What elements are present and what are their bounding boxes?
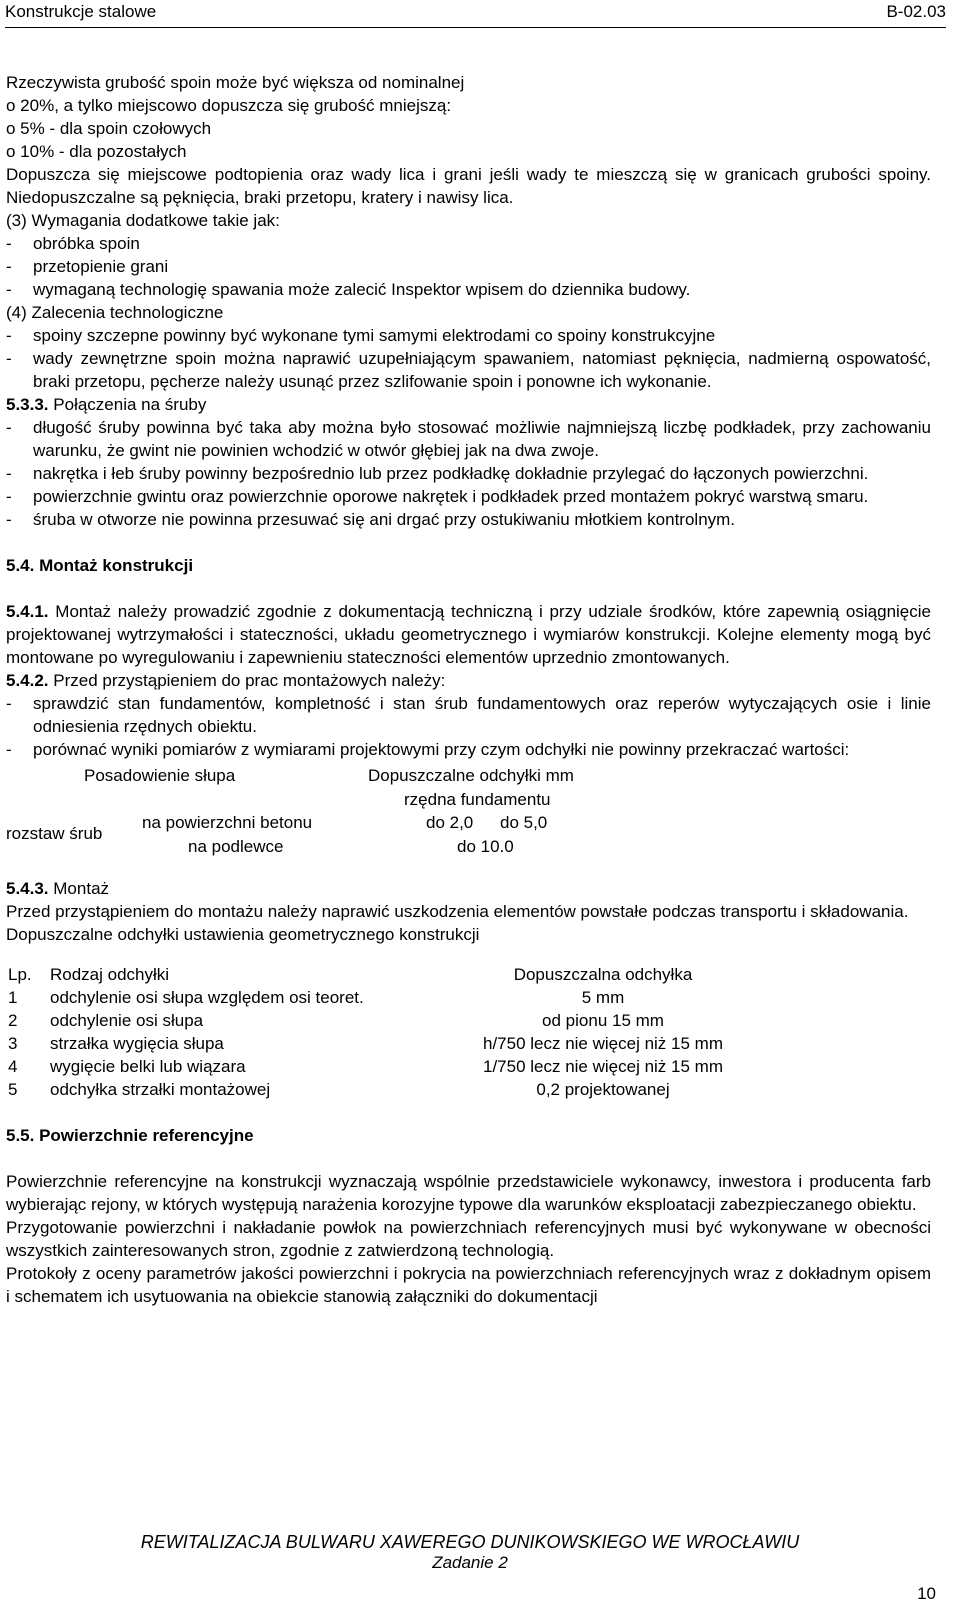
tolerance-col2-header: Dopuszczalne odchyłki mm xyxy=(368,766,574,785)
intro-line: o 10% - dla pozostałych xyxy=(6,142,187,161)
tolerance-row-label: rozstaw śrub xyxy=(6,824,103,843)
deviation-table xyxy=(6,963,931,1101)
list-item: - przetopienie grani xyxy=(6,257,169,276)
list-item: - obróbka spoin xyxy=(6,234,140,253)
table-row: 2 odchylenie osi słupa od pionu 15 mm xyxy=(8,1011,664,1030)
page-header xyxy=(5,0,946,28)
intro-line: Rzeczywista grubość spoin może być większa od nominalnej xyxy=(6,73,465,92)
paragraph-ref3: Protokoły z oceny parametrów jakości powierzchni i pokrycia na powierzchniach referencyjnych wraz z dokładnym opisem i schematem ich usytuowania na obiekcie stanowią załączniki do dokumentacji xyxy=(6,1264,931,1306)
tolerance-r2-v1: do 10.0 xyxy=(457,837,514,856)
table-row: 4 wygięcie belki lub wiązara 1/750 lecz nie więcej niż 15 mm xyxy=(8,1057,723,1076)
tolerance-r2-label: na podlewce xyxy=(188,837,284,856)
list-item: - nakrętka i łeb śruby powinny bezpośrednio lub przez podkładkę dokładnie przylegać do łączonych powierzchni. xyxy=(6,464,869,483)
document-body xyxy=(6,71,931,1308)
deviation-table-title: Dopuszczalne odchyłki ustawienia geometrycznego konstrukcji xyxy=(6,925,480,944)
list-item: - długość śruby powinna być taka aby można było stosować możliwie najmniejszą liczbę podkładek, przy zachowaniu warunku, że gwint nie powinien wchodzić w otwór głębiej jak na dwa zwoje. xyxy=(6,418,931,460)
tolerance-r1-v1: do 2,0 xyxy=(426,813,474,832)
footer-task: Zadanie 2 xyxy=(432,1553,508,1572)
list-item: - sprawdzić stan fundamentów, kompletność i stan śrub fundamentowych oraz reperów wytyczających osie i linie odniesienia rzędnych obiektu. xyxy=(6,694,931,736)
tolerance-col2-sub: rzędna fundamentu xyxy=(404,790,551,809)
paragraph-ref2: Przygotowanie powierzchni i nakładanie powłok na powierzchniach referencyjnych musi być wykonywane w obecności wszystkich zainteresowanych stron, zgodnie z zatwierdzoną technologią. xyxy=(6,1218,931,1260)
section-5-4-1: 5.4.1. Montaż należy prowadzić zgodnie z dokumentacją techniczną i przy udziale środków, które zapewnią osiągnięcie projektowanej wytrzymałości i stateczności, układu geometrycznego i wymiarów konstrukcji. Kolejne elementy mogą być montowane po wyregulowaniu i zapewnieniu stateczności elementów uprzednio zmontowanych. xyxy=(6,602,931,667)
section-5-5-heading: 5.5. Powierzchnie referencyjne xyxy=(6,1126,254,1145)
section-5-3-3-heading: 5.3.3. Połączenia na śruby xyxy=(6,395,207,414)
list-item: - porównać wyniki pomiarów z wymiarami projektowymi przy czym odchyłki nie powinny przekraczać wartości: xyxy=(6,740,850,759)
req4-title: (4) Zalecenia technologiczne xyxy=(6,303,224,322)
intro-line: o 5% - dla spoin czołowych xyxy=(6,119,212,138)
tolerance-r1-label: na powierzchni betonu xyxy=(142,813,313,832)
section-5-4-2-heading: 5.4.2. Przed przystąpieniem do prac montażowych należy: xyxy=(6,671,446,690)
tolerance-col1-header: Posadowienie słupa xyxy=(84,766,236,785)
header-code: B-02.03 xyxy=(886,2,946,21)
footer-project: REWITALIZACJA BULWARU XAWEREGO DUNIKOWSKIEGO WE WROCŁAWIU xyxy=(140,1532,800,1552)
tolerance-table xyxy=(6,761,931,877)
page-number: 10 xyxy=(917,1584,936,1603)
section-5-4-heading: 5.4. Montaż konstrukcji xyxy=(6,556,194,575)
list-item: - spoiny szczepne powinny być wykonane tymi samymi elektrodami co spoiny konstrukcyjne xyxy=(6,326,716,345)
table-row: 3 strzałka wygięcia słupa h/750 lecz nie więcej niż 15 mm xyxy=(8,1034,723,1053)
list-item: - powierzchnie gwintu oraz powierzchnie oporowe nakrętek i podkładek przed montażem pokryć warstwą smaru. xyxy=(6,487,869,506)
section-5-4-3-heading: 5.4.3. Montaż xyxy=(6,879,110,898)
intro-line: o 20%, a tylko miejscowo dopuszcza się grubość mniejszą: xyxy=(6,96,452,115)
tolerance-r1-v2: do 5,0 xyxy=(500,813,548,832)
header-title: Konstrukcje stalowe xyxy=(5,2,157,21)
table-header-row: Lp. Rodzaj odchyłki Dopuszczalna odchyłka xyxy=(8,965,693,984)
paragraph-przed: Przed przystąpieniem do montażu należy naprawić uszkodzenia elementów powstałe podczas transportu i składowania. xyxy=(6,902,909,921)
req3-title: (3) Wymagania dodatkowe takie jak: xyxy=(6,211,280,230)
table-row: 1 odchylenie osi słupa względem osi teoret. 5 mm xyxy=(8,988,625,1007)
paragraph-ref1: Powierzchnie referencyjne na konstrukcji wyznaczają wspólnie przedstawiciele wykonawcy, inwestora i producenta farb wybierając rejony, w których występują narażenia korozyjne typowe dla warunków eksploatacji zabezpieczanego obiektu. xyxy=(6,1172,931,1214)
table-row: 5 odchyłka strzałki montażowej 0,2 projektowanej xyxy=(8,1080,670,1099)
list-item: - wady zewnętrzne spoin można naprawić uzupełniającym spawaniem, natomiast pęknięcia, nadmierną ospowatość, braki przetopu, pęcherze należy usunąć przez szlifowanie spoin i ponowne ich wykonanie. xyxy=(6,349,931,391)
list-item: - wymaganą technologię spawania może zalecić Inspektor wpisem do dziennika budowy. xyxy=(6,280,691,299)
paragraph-dopuszcza: Dopuszcza się miejscowe podtopienia oraz wady lica i grani jeśli wady te mieszczą się w granicach grubości spoiny. Niedopuszczalne są pęknięcia, braki przetopu, kratery i nawisy lica. xyxy=(6,165,931,207)
list-item: - śruba w otworze nie powinna przesuwać się ani drgać przy ostukiwaniu młotkiem kontrolnym. xyxy=(6,510,736,529)
